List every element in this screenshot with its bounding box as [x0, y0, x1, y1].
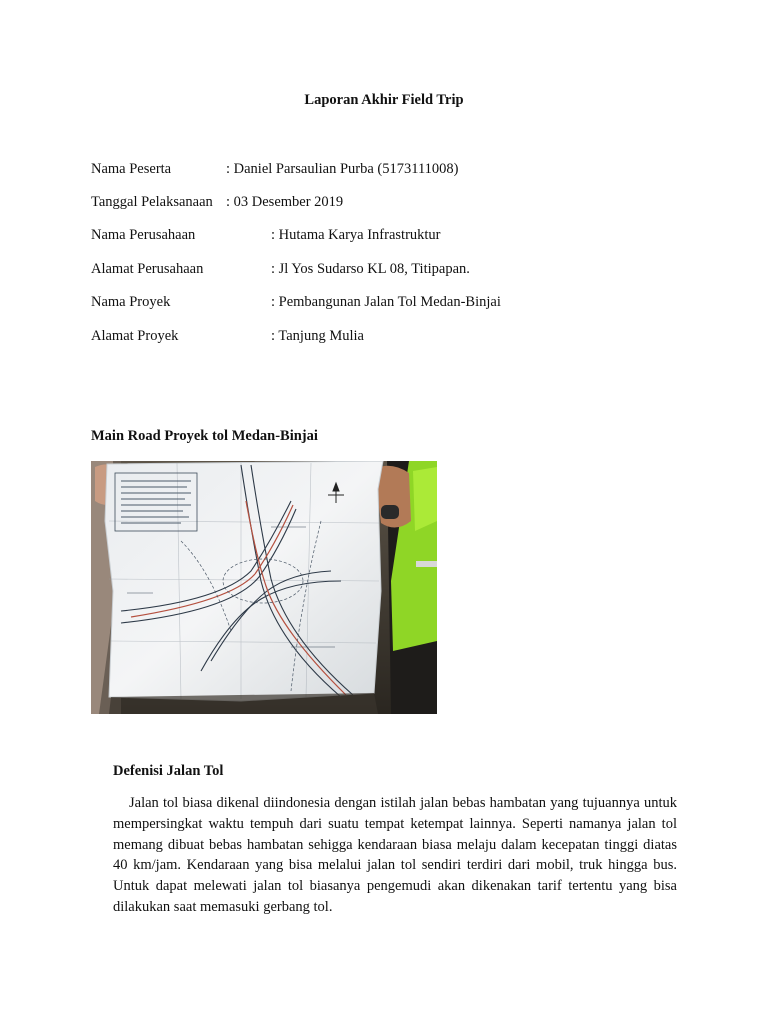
info-label: Alamat Proyek — [91, 328, 179, 344]
info-value: : Jl Yos Sudarso KL 08, Titipapan. — [271, 261, 470, 277]
info-value: : Pembangunan Jalan Tol Medan-Binjai — [271, 294, 501, 310]
info-label: Nama Proyek — [91, 294, 171, 310]
section-heading: Main Road Proyek tol Medan-Binjai — [91, 428, 318, 444]
info-label: Nama Perusahaan — [91, 227, 196, 243]
info-value: : Hutama Karya Infrastruktur — [271, 227, 441, 243]
body-paragraph: Jalan tol biasa dikenal diindonesia dengan istilah jalan bebas hambatan yang tujuannya untuk mempersingkat waktu tempuh dari suatu tempat ketempat lainnya. Seperti namanya jalan tol memang dibuat bebas hambatan sehigga kendaraan biasa melaju dalam kecepatan tinggi diatas 40 km/jam. Kendaraan yang bisa melalui jalan tol sendiri terdiri dari mobil, truk hingga bus. Untuk dapat melewati jalan tol biasanya pengemudi akan dikenakan tarif tertentu yang bisa dilakukan saat memasuki gerbang tol. — [113, 795, 677, 915]
info-value: : Daniel Parsaulian Purba (5173111008) — [226, 161, 459, 177]
info-label: Alamat Perusahaan — [91, 261, 204, 277]
project-map-photo — [91, 461, 437, 714]
document-title: Laporan Akhir Field Trip — [304, 92, 464, 108]
sub-heading: Defenisi Jalan Tol — [113, 763, 224, 779]
info-value: : Tanjung Mulia — [271, 328, 364, 344]
info-label: Nama Peserta — [91, 161, 172, 177]
info-label: Tanggal Pelaksanaan — [91, 194, 213, 210]
info-value: : 03 Desember 2019 — [226, 194, 344, 210]
